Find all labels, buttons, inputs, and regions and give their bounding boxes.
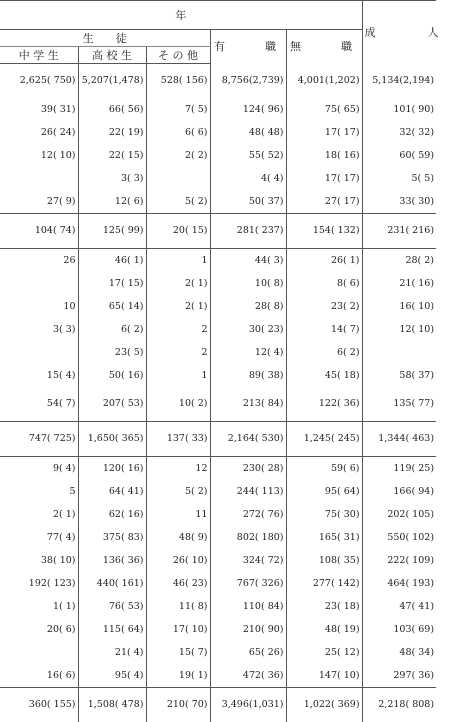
- table-cell: 103( 69): [362, 618, 436, 641]
- table-cell: 48( 48): [210, 121, 286, 144]
- table-cell: 20( 6): [0, 618, 78, 641]
- table-cell: 5: [0, 480, 78, 503]
- table-cell: 11: [146, 503, 210, 526]
- table-cell: 192( 123): [0, 572, 78, 595]
- table-row: [0, 572, 436, 595]
- table-cell: 1,650( 365): [78, 422, 146, 457]
- table-cell: 15( 4): [0, 364, 78, 387]
- table-cell: 464( 193): [362, 572, 436, 595]
- table-cell: 23( 18): [286, 595, 362, 618]
- header-row-1: [0, 1, 436, 30]
- table-cell: 1,344( 463): [362, 422, 436, 457]
- table-cell: 17( 10): [146, 618, 210, 641]
- table-cell: 124( 96): [210, 98, 286, 121]
- table-row: [0, 144, 436, 167]
- table-cell: 440( 161): [78, 572, 146, 595]
- table-cell: 3( 3): [78, 167, 146, 190]
- table-row: [0, 364, 436, 387]
- table-cell: 324( 72): [210, 549, 286, 572]
- table-cell: 65( 26): [210, 641, 286, 664]
- table-row: [0, 387, 436, 422]
- table-cell: 10: [0, 295, 78, 318]
- table-cell: 58( 37): [362, 364, 436, 387]
- table-cell: 32( 32): [362, 121, 436, 144]
- table-cell: 281( 237): [210, 214, 286, 249]
- table-body: [0, 64, 436, 722]
- table-cell: 15( 7): [146, 641, 210, 664]
- table-cell: 12( 4): [210, 341, 286, 364]
- table-cell: 17( 15): [78, 272, 146, 295]
- table-row: [0, 167, 436, 190]
- table-cell: [146, 167, 210, 190]
- table-cell: 154( 132): [286, 214, 362, 249]
- table-cell: 5,134(2,194): [362, 64, 436, 99]
- table-cell: 45( 18): [286, 364, 362, 387]
- table-cell: [0, 167, 78, 190]
- table-row: [0, 121, 436, 144]
- table-cell: 10( 8): [210, 272, 286, 295]
- table-row: [0, 98, 436, 121]
- table-cell: 2( 1): [146, 295, 210, 318]
- table-row: [0, 549, 436, 572]
- table-cell: 75( 30): [286, 503, 362, 526]
- table-cell: 165( 31): [286, 526, 362, 549]
- table-cell: 1,508( 478): [78, 688, 146, 722]
- table-cell: 26( 24): [0, 121, 78, 144]
- table-cell: 244( 113): [210, 480, 286, 503]
- table-cell: 12( 6): [78, 190, 146, 214]
- header-student: 生 徒: [0, 30, 210, 47]
- table-cell: 222( 109): [362, 549, 436, 572]
- table-cell: 2,164( 530): [210, 422, 286, 457]
- table-row: [0, 595, 436, 618]
- table-row: [0, 341, 436, 364]
- table-cell: 17( 17): [286, 121, 362, 144]
- table-cell: [0, 272, 78, 295]
- table-cell: 7( 5): [146, 98, 210, 121]
- table-cell: 528( 156): [146, 64, 210, 99]
- table-cell: 2: [146, 318, 210, 341]
- table-cell: 44( 3): [210, 249, 286, 273]
- table-cell: 12: [146, 457, 210, 481]
- table-cell: 1( 1): [0, 595, 78, 618]
- table-cell: 2( 1): [146, 272, 210, 295]
- table-cell: 21( 4): [78, 641, 146, 664]
- table-cell: 110( 84): [210, 595, 286, 618]
- table-cell: 5,207(1,478): [78, 64, 146, 99]
- table-cell: 23( 5): [78, 341, 146, 364]
- table-cell: 26: [0, 249, 78, 273]
- table-cell: 26( 10): [146, 549, 210, 572]
- table-cell: 2: [146, 341, 210, 364]
- table-cell: 28( 8): [210, 295, 286, 318]
- table-cell: 115( 64): [78, 618, 146, 641]
- table-cell: 22( 15): [78, 144, 146, 167]
- header-other: そ の 他: [146, 47, 210, 64]
- table-cell: 60( 59): [362, 144, 436, 167]
- table-cell: 2( 2): [146, 144, 210, 167]
- table-cell: 1,022( 369): [286, 688, 362, 722]
- table-cell: 6( 6): [146, 121, 210, 144]
- table-cell: 16( 6): [0, 664, 78, 688]
- table-cell: 65( 14): [78, 295, 146, 318]
- table-cell: 48( 34): [362, 641, 436, 664]
- table-cell: 2,625( 750): [0, 64, 78, 99]
- table-cell: 2,218( 808): [362, 688, 436, 722]
- table-cell: 10( 2): [146, 387, 210, 422]
- table-row: [0, 688, 436, 722]
- table-cell: 135( 77): [362, 387, 436, 422]
- table-cell: 8,756(2,739): [210, 64, 286, 99]
- table-cell: 6( 2): [78, 318, 146, 341]
- table-cell: 75( 65): [286, 98, 362, 121]
- table-cell: 104( 74): [0, 214, 78, 249]
- table-cell: 26( 1): [286, 249, 362, 273]
- table-cell: 375( 83): [78, 526, 146, 549]
- table-cell: [0, 641, 78, 664]
- table-cell: 16( 10): [362, 295, 436, 318]
- table-cell: 23( 2): [286, 295, 362, 318]
- table-cell: 272( 76): [210, 503, 286, 526]
- table-cell: 472( 36): [210, 664, 286, 688]
- table-cell: 89( 38): [210, 364, 286, 387]
- table-cell: 77( 4): [0, 526, 78, 549]
- table-cell: 3( 3): [0, 318, 78, 341]
- table-cell: 21( 16): [362, 272, 436, 295]
- table-row: [0, 64, 436, 99]
- table-cell: 1: [146, 249, 210, 273]
- table-cell: 20( 15): [146, 214, 210, 249]
- table-cell: 119( 25): [362, 457, 436, 481]
- table-cell: 2( 1): [0, 503, 78, 526]
- header-employed: 有 職: [210, 30, 286, 64]
- table-cell: 360( 155): [0, 688, 78, 722]
- table-cell: 147( 10): [286, 664, 362, 688]
- table-cell: 210( 70): [146, 688, 210, 722]
- table-cell: 46( 23): [146, 572, 210, 595]
- table-cell: 30( 23): [210, 318, 286, 341]
- table-cell: 11( 8): [146, 595, 210, 618]
- table-cell: [362, 341, 436, 364]
- table-cell: 95( 4): [78, 664, 146, 688]
- table-cell: 39( 31): [0, 98, 78, 121]
- table-row: [0, 318, 436, 341]
- table-cell: 66( 56): [78, 98, 146, 121]
- table-row: [0, 295, 436, 318]
- table-cell: 48( 9): [146, 526, 210, 549]
- table-cell: 95( 64): [286, 480, 362, 503]
- table-cell: 747( 725): [0, 422, 78, 457]
- table-cell: 802( 180): [210, 526, 286, 549]
- table-cell: 38( 10): [0, 549, 78, 572]
- table-cell: 137( 33): [146, 422, 210, 457]
- header-unemployed: 無 職: [286, 30, 362, 64]
- table-cell: 108( 35): [286, 549, 362, 572]
- table-cell: 64( 41): [78, 480, 146, 503]
- table-row: [0, 457, 436, 481]
- table-cell: 230( 28): [210, 457, 286, 481]
- table-row: [0, 249, 436, 273]
- table-cell: 1,245( 245): [286, 422, 362, 457]
- table-cell: 76( 53): [78, 595, 146, 618]
- table-row: [0, 480, 436, 503]
- table-cell: 4,001(1,202): [286, 64, 362, 99]
- table-cell: 12( 10): [362, 318, 436, 341]
- table-cell: 48( 19): [286, 618, 362, 641]
- table-cell: 50( 16): [78, 364, 146, 387]
- table-cell: 122( 36): [286, 387, 362, 422]
- table-cell: 17( 17): [286, 167, 362, 190]
- table-cell: 47( 41): [362, 595, 436, 618]
- table-cell: 6( 2): [286, 341, 362, 364]
- table-cell: 55( 52): [210, 144, 286, 167]
- table-cell: 5( 5): [362, 167, 436, 190]
- table-row: [0, 272, 436, 295]
- table-row: [0, 422, 436, 457]
- table-cell: 18( 16): [286, 144, 362, 167]
- table-row: [0, 503, 436, 526]
- table-cell: 28( 2): [362, 249, 436, 273]
- table-cell: 4( 4): [210, 167, 286, 190]
- table-cell: 27( 17): [286, 190, 362, 214]
- table-cell: 767( 326): [210, 572, 286, 595]
- table-cell: 12( 10): [0, 144, 78, 167]
- table-cell: 277( 142): [286, 572, 362, 595]
- table-cell: 125( 99): [78, 214, 146, 249]
- table-row: [0, 664, 436, 688]
- table-cell: 231( 216): [362, 214, 436, 249]
- header-middle-school: 中 学 生: [0, 47, 78, 64]
- table-cell: 550( 102): [362, 526, 436, 549]
- header-high-school: 高 校 生: [78, 47, 146, 64]
- table-cell: 46( 1): [78, 249, 146, 273]
- table-cell: 33( 30): [362, 190, 436, 214]
- table-cell: 166( 94): [362, 480, 436, 503]
- table-cell: 5( 2): [146, 190, 210, 214]
- table-cell: 50( 37): [210, 190, 286, 214]
- table-cell: 213( 84): [210, 387, 286, 422]
- table-cell: 8( 6): [286, 272, 362, 295]
- table-row: [0, 190, 436, 214]
- table-cell: 120( 16): [78, 457, 146, 481]
- table-cell: 19( 1): [146, 664, 210, 688]
- table-cell: 297( 36): [362, 664, 436, 688]
- table-cell: [0, 341, 78, 364]
- table-cell: 9( 4): [0, 457, 78, 481]
- table-row: [0, 526, 436, 549]
- table-cell: 207( 53): [78, 387, 146, 422]
- table-cell: 3,496(1,031): [210, 688, 286, 722]
- table-cell: 54( 7): [0, 387, 78, 422]
- table-cell: 101( 90): [362, 98, 436, 121]
- table-row: [0, 641, 436, 664]
- table-cell: 25( 12): [286, 641, 362, 664]
- table-row: [0, 618, 436, 641]
- table-cell: 59( 6): [286, 457, 362, 481]
- table-row: [0, 214, 436, 249]
- table-cell: 210( 90): [210, 618, 286, 641]
- table-cell: 22( 19): [78, 121, 146, 144]
- table-cell: 1: [146, 364, 210, 387]
- table-cell: 62( 16): [78, 503, 146, 526]
- table-cell: 136( 36): [78, 549, 146, 572]
- table-cell: 14( 7): [286, 318, 362, 341]
- header-year: 年: [0, 1, 362, 30]
- table-cell: 5( 2): [146, 480, 210, 503]
- header-adult: 成 人: [362, 1, 436, 64]
- table-cell: 27( 9): [0, 190, 78, 214]
- table-cell: 202( 105): [362, 503, 436, 526]
